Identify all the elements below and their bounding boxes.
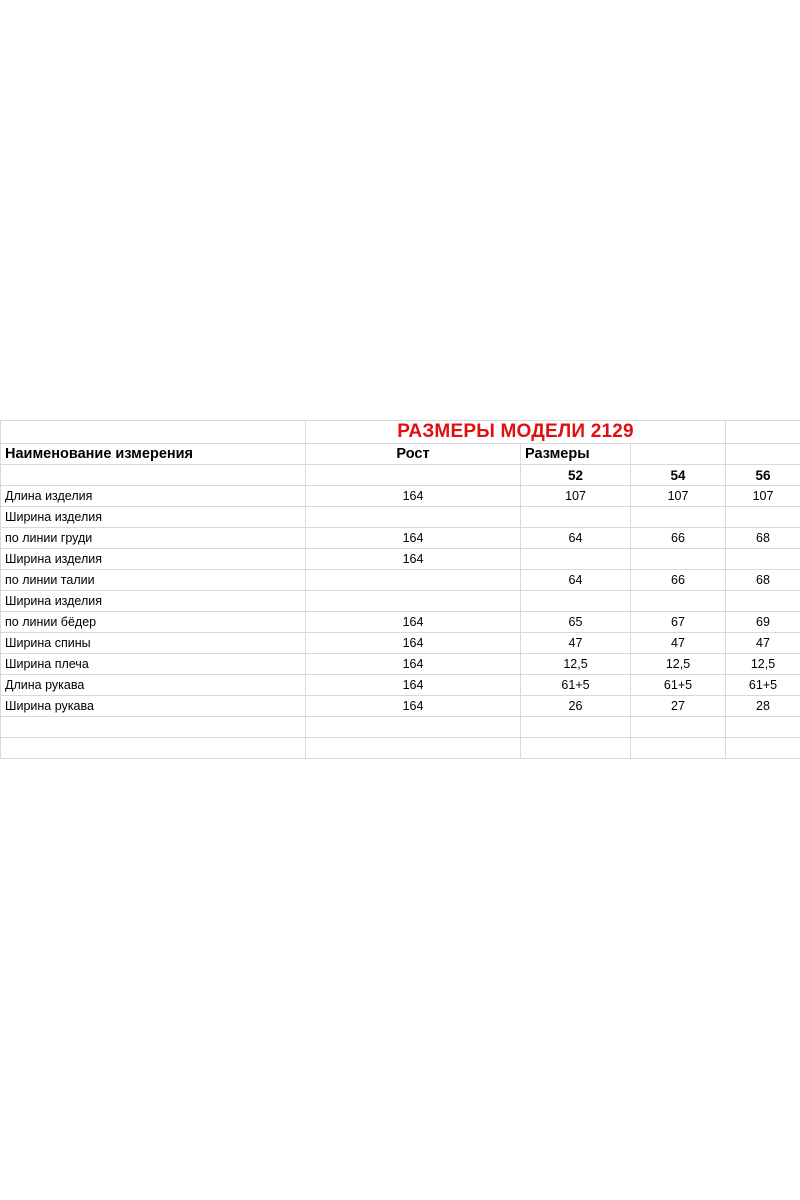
- row-label: по линии груди: [1, 528, 306, 549]
- table-row: [1, 696, 800, 717]
- row-height: 164: [306, 612, 521, 633]
- row-value-52: [521, 549, 631, 570]
- row-value-56: 61+5: [726, 675, 800, 696]
- empty-cell: [521, 717, 631, 738]
- row-height: [306, 591, 521, 612]
- empty-cell: [631, 717, 726, 738]
- size-chart-sheet: [0, 420, 800, 759]
- table-header-row: [1, 444, 800, 465]
- table-row: [1, 549, 800, 570]
- empty-cell: [521, 738, 631, 759]
- size-column-52: 52: [521, 465, 631, 486]
- row-value-54: 66: [631, 528, 726, 549]
- row-value-52: 65: [521, 612, 631, 633]
- size-row-blank-height: [306, 465, 521, 486]
- row-label: Ширина изделия: [1, 549, 306, 570]
- table-row: [1, 654, 800, 675]
- row-value-54: 61+5: [631, 675, 726, 696]
- row-label: Длина рукава: [1, 675, 306, 696]
- table-empty-row: [1, 717, 800, 738]
- header-sizes: Размеры: [521, 444, 631, 465]
- empty-cell: [1, 738, 306, 759]
- table-title-row: [1, 421, 800, 444]
- row-label: Ширина рукава: [1, 696, 306, 717]
- table-row: [1, 528, 800, 549]
- row-value-52: 64: [521, 528, 631, 549]
- row-height: 164: [306, 528, 521, 549]
- row-value-56: 69: [726, 612, 800, 633]
- row-value-52: 107: [521, 486, 631, 507]
- empty-cell: [631, 738, 726, 759]
- row-height: 164: [306, 486, 521, 507]
- size-table: [0, 420, 800, 759]
- table-row: [1, 570, 800, 591]
- row-value-54: 107: [631, 486, 726, 507]
- row-value-56: [726, 591, 800, 612]
- table-row: [1, 612, 800, 633]
- row-value-54: 12,5: [631, 654, 726, 675]
- row-value-56: 12,5: [726, 654, 800, 675]
- size-column-56: 56: [726, 465, 800, 486]
- table-size-numbers-row: [1, 465, 800, 486]
- row-label: Ширина изделия: [1, 591, 306, 612]
- empty-cell: [726, 717, 800, 738]
- row-label: Ширина изделия: [1, 507, 306, 528]
- header-height: Рост: [306, 444, 521, 465]
- table-row: [1, 486, 800, 507]
- row-label: по линии бёдер: [1, 612, 306, 633]
- row-value-54: [631, 549, 726, 570]
- row-height: [306, 507, 521, 528]
- row-height: 164: [306, 633, 521, 654]
- table-row: [1, 633, 800, 654]
- row-value-52: [521, 507, 631, 528]
- empty-cell: [306, 738, 521, 759]
- row-label: по линии талии: [1, 570, 306, 591]
- title-spacer-left: [1, 421, 306, 444]
- header-sizes-spacer-2: [726, 444, 800, 465]
- size-column-54: 54: [631, 465, 726, 486]
- row-height: [306, 570, 521, 591]
- row-value-54: 27: [631, 696, 726, 717]
- table-row: [1, 675, 800, 696]
- row-height: 164: [306, 549, 521, 570]
- header-measurement-name: Наименование измерения: [1, 444, 306, 465]
- table-row: [1, 591, 800, 612]
- row-value-56: [726, 507, 800, 528]
- size-row-blank-name: [1, 465, 306, 486]
- row-value-52: 47: [521, 633, 631, 654]
- row-value-56: [726, 549, 800, 570]
- row-label: Ширина спины: [1, 633, 306, 654]
- row-value-56: 68: [726, 528, 800, 549]
- row-value-52: 12,5: [521, 654, 631, 675]
- row-value-52: 64: [521, 570, 631, 591]
- row-height: 164: [306, 696, 521, 717]
- header-sizes-spacer-1: [631, 444, 726, 465]
- row-value-56: 28: [726, 696, 800, 717]
- row-value-54: 66: [631, 570, 726, 591]
- row-value-54: [631, 507, 726, 528]
- row-value-56: 107: [726, 486, 800, 507]
- row-value-56: 68: [726, 570, 800, 591]
- row-value-56: 47: [726, 633, 800, 654]
- row-value-52: 61+5: [521, 675, 631, 696]
- empty-cell: [726, 738, 800, 759]
- row-label: Ширина плеча: [1, 654, 306, 675]
- row-value-54: [631, 591, 726, 612]
- row-value-52: [521, 591, 631, 612]
- page-title: РАЗМЕРЫ МОДЕЛИ 2129: [306, 421, 726, 444]
- row-value-52: 26: [521, 696, 631, 717]
- row-height: 164: [306, 675, 521, 696]
- empty-cell: [306, 717, 521, 738]
- row-label: Длина изделия: [1, 486, 306, 507]
- row-value-54: 67: [631, 612, 726, 633]
- table-empty-row: [1, 738, 800, 759]
- title-spacer-right: [726, 421, 800, 444]
- table-row: [1, 507, 800, 528]
- row-height: 164: [306, 654, 521, 675]
- row-value-54: 47: [631, 633, 726, 654]
- empty-cell: [1, 717, 306, 738]
